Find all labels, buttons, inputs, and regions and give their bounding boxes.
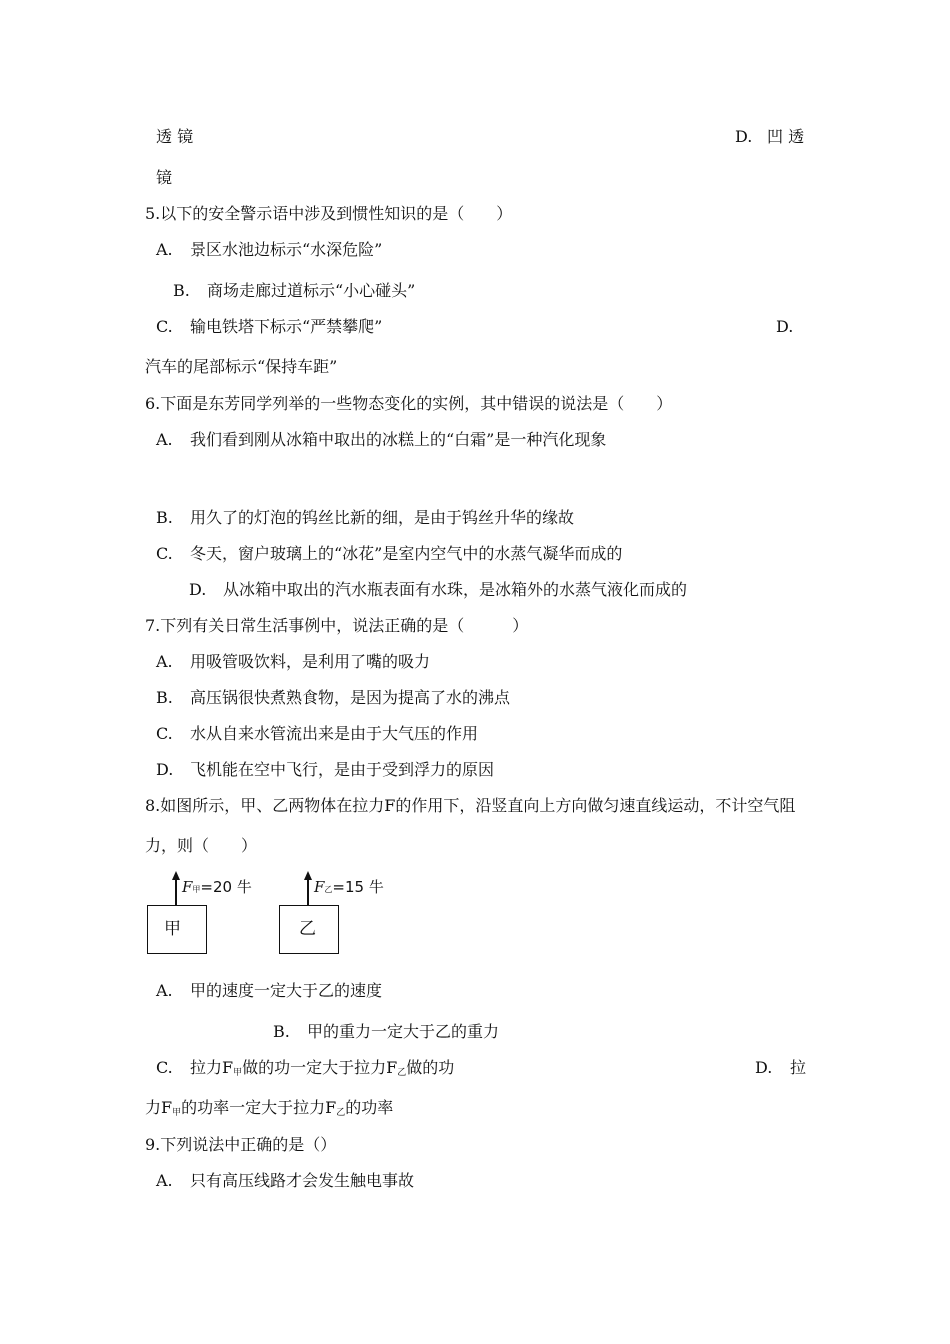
q6-option-b [156,508,574,528]
q4-option-d [735,127,804,147]
option-text: 用久了的灯泡的钨丝比新的细，是由于钨丝升华的缘故 [190,508,575,527]
object-label-yi: 乙 [299,919,316,939]
option-text: 用吸管吸饮料，是利用了嘴的吸力 [190,652,431,671]
force-arrow-yi [304,871,312,905]
option-text: 甲的速度一定大于乙的速度 [190,981,383,1000]
q4-option-c-tail: 透 镜 [156,127,194,146]
force-symbol: F [314,878,325,896]
option-text: 的功率 [345,1098,394,1117]
option-letter: C. [156,317,173,336]
q5-option-d-text: 汽车的尾部标示“保持车距” [145,357,338,376]
option-letter: D. [755,1058,773,1077]
q5-option-b [173,281,415,301]
option-text: 的功率一定大于拉力F [181,1098,337,1117]
subscript: 乙 [397,1068,407,1078]
force-symbol: F [182,878,193,896]
option-text: 我们看到刚从冰箱中取出的冰糕上的“白霜”是一种汽化现象 [190,430,607,449]
q7-stem: 7.下列有关日常生活事例中，说法正确的是（ ） [145,616,529,635]
option-text: 拉 [790,1058,807,1077]
option-text: 甲的重力一定大于乙的重力 [307,1022,500,1041]
option-text: 做的功一定大于拉力F [242,1058,398,1077]
option-text: 输电铁塔下标示“严禁攀爬” [190,317,383,336]
q6-option-d [189,580,687,600]
option-text: 高压锅很快煮熟食物，是因为提高了水的沸点 [190,688,511,707]
option-letter: B. [156,508,173,527]
subscript: 乙 [336,1108,346,1118]
option-letter: A. [156,1171,173,1190]
object-label-jia: 甲 [164,919,181,939]
q8-option-d [755,1058,806,1078]
q4-option-d-text: 凹 透 [767,127,805,146]
q9-option-a [156,1171,414,1191]
q5-option-d-letter: D. [776,317,794,336]
option-text: 从冰箱中取出的汽水瓶表面有水珠，是冰箱外的水蒸气液化而成的 [223,580,688,599]
force-subscript: 乙 [324,885,333,894]
option-letter: C. [156,724,173,743]
option-text: 拉力F [190,1058,234,1077]
option-letter: C. [156,1058,173,1077]
force-value: =15 牛 [332,878,384,896]
force-arrow-jia [172,871,180,905]
option-letter: C. [156,544,173,563]
q8-option-b [273,1022,499,1042]
q5-option-a [156,240,382,260]
q8-option-d-tail [145,1098,393,1123]
option-letter: D. [189,580,207,599]
option-letter: A. [156,652,173,671]
q6-option-a [156,430,606,450]
q5-stem: 5.以下的安全警示语中涉及到惯性知识的是（ ） [145,204,513,223]
option-text: 冬天，窗户玻璃上的“冰花”是室内空气中的水蒸气凝华而成的 [190,544,623,563]
option-letter: A. [156,981,173,1000]
q8-option-c [156,1058,454,1083]
option-letter: A. [156,430,173,449]
q8-stem-line2: 力，则（ ） [145,836,258,855]
q9-stem: 9.下列说法中正确的是（） [145,1135,337,1154]
option-letter: B. [156,688,173,707]
option-text: 只有高压线路才会发生触电事故 [190,1171,415,1190]
q8-option-a [156,981,382,1001]
q5-option-c [156,317,382,337]
q6-option-c [156,544,622,564]
force-label-jia [182,876,252,897]
q7-option-d [156,760,494,780]
option-text: 水从自来水管流出来是由于大气压的作用 [190,724,479,743]
option-letter: D. [156,760,174,779]
subscript: 甲 [172,1108,182,1118]
q7-option-c [156,724,478,744]
option-letter: A. [156,240,173,259]
option-text: 做的功 [406,1058,455,1077]
option-text: 商场走廊过道标示“小心碰头” [207,281,416,300]
force-subscript: 甲 [192,885,201,894]
option-text: 飞机能在空中飞行，是由于受到浮力的原因 [190,760,495,779]
q7-option-a [156,652,430,672]
q8-stem-line1: 8.如图所示，甲、乙两物体在拉力F的作用下，沿竖直向上方向做匀速直线运动，不计空气阻 [145,796,796,815]
q7-option-b [156,688,510,708]
option-letter: B. [273,1022,290,1041]
force-value: =20 牛 [200,878,252,896]
q4-option-d-letter: D. [735,127,753,146]
option-text: 力F [145,1098,173,1117]
q6-stem: 6.下面是东芳同学列举的一些物态变化的实例，其中错误的说法是（ ） [145,394,673,413]
subscript: 甲 [233,1068,243,1078]
option-letter: B. [173,281,190,300]
option-text: 景区水池边标示“水深危险” [190,240,383,259]
force-label-yi [314,876,384,897]
q4-option-d-tail: 镜 [156,168,173,187]
